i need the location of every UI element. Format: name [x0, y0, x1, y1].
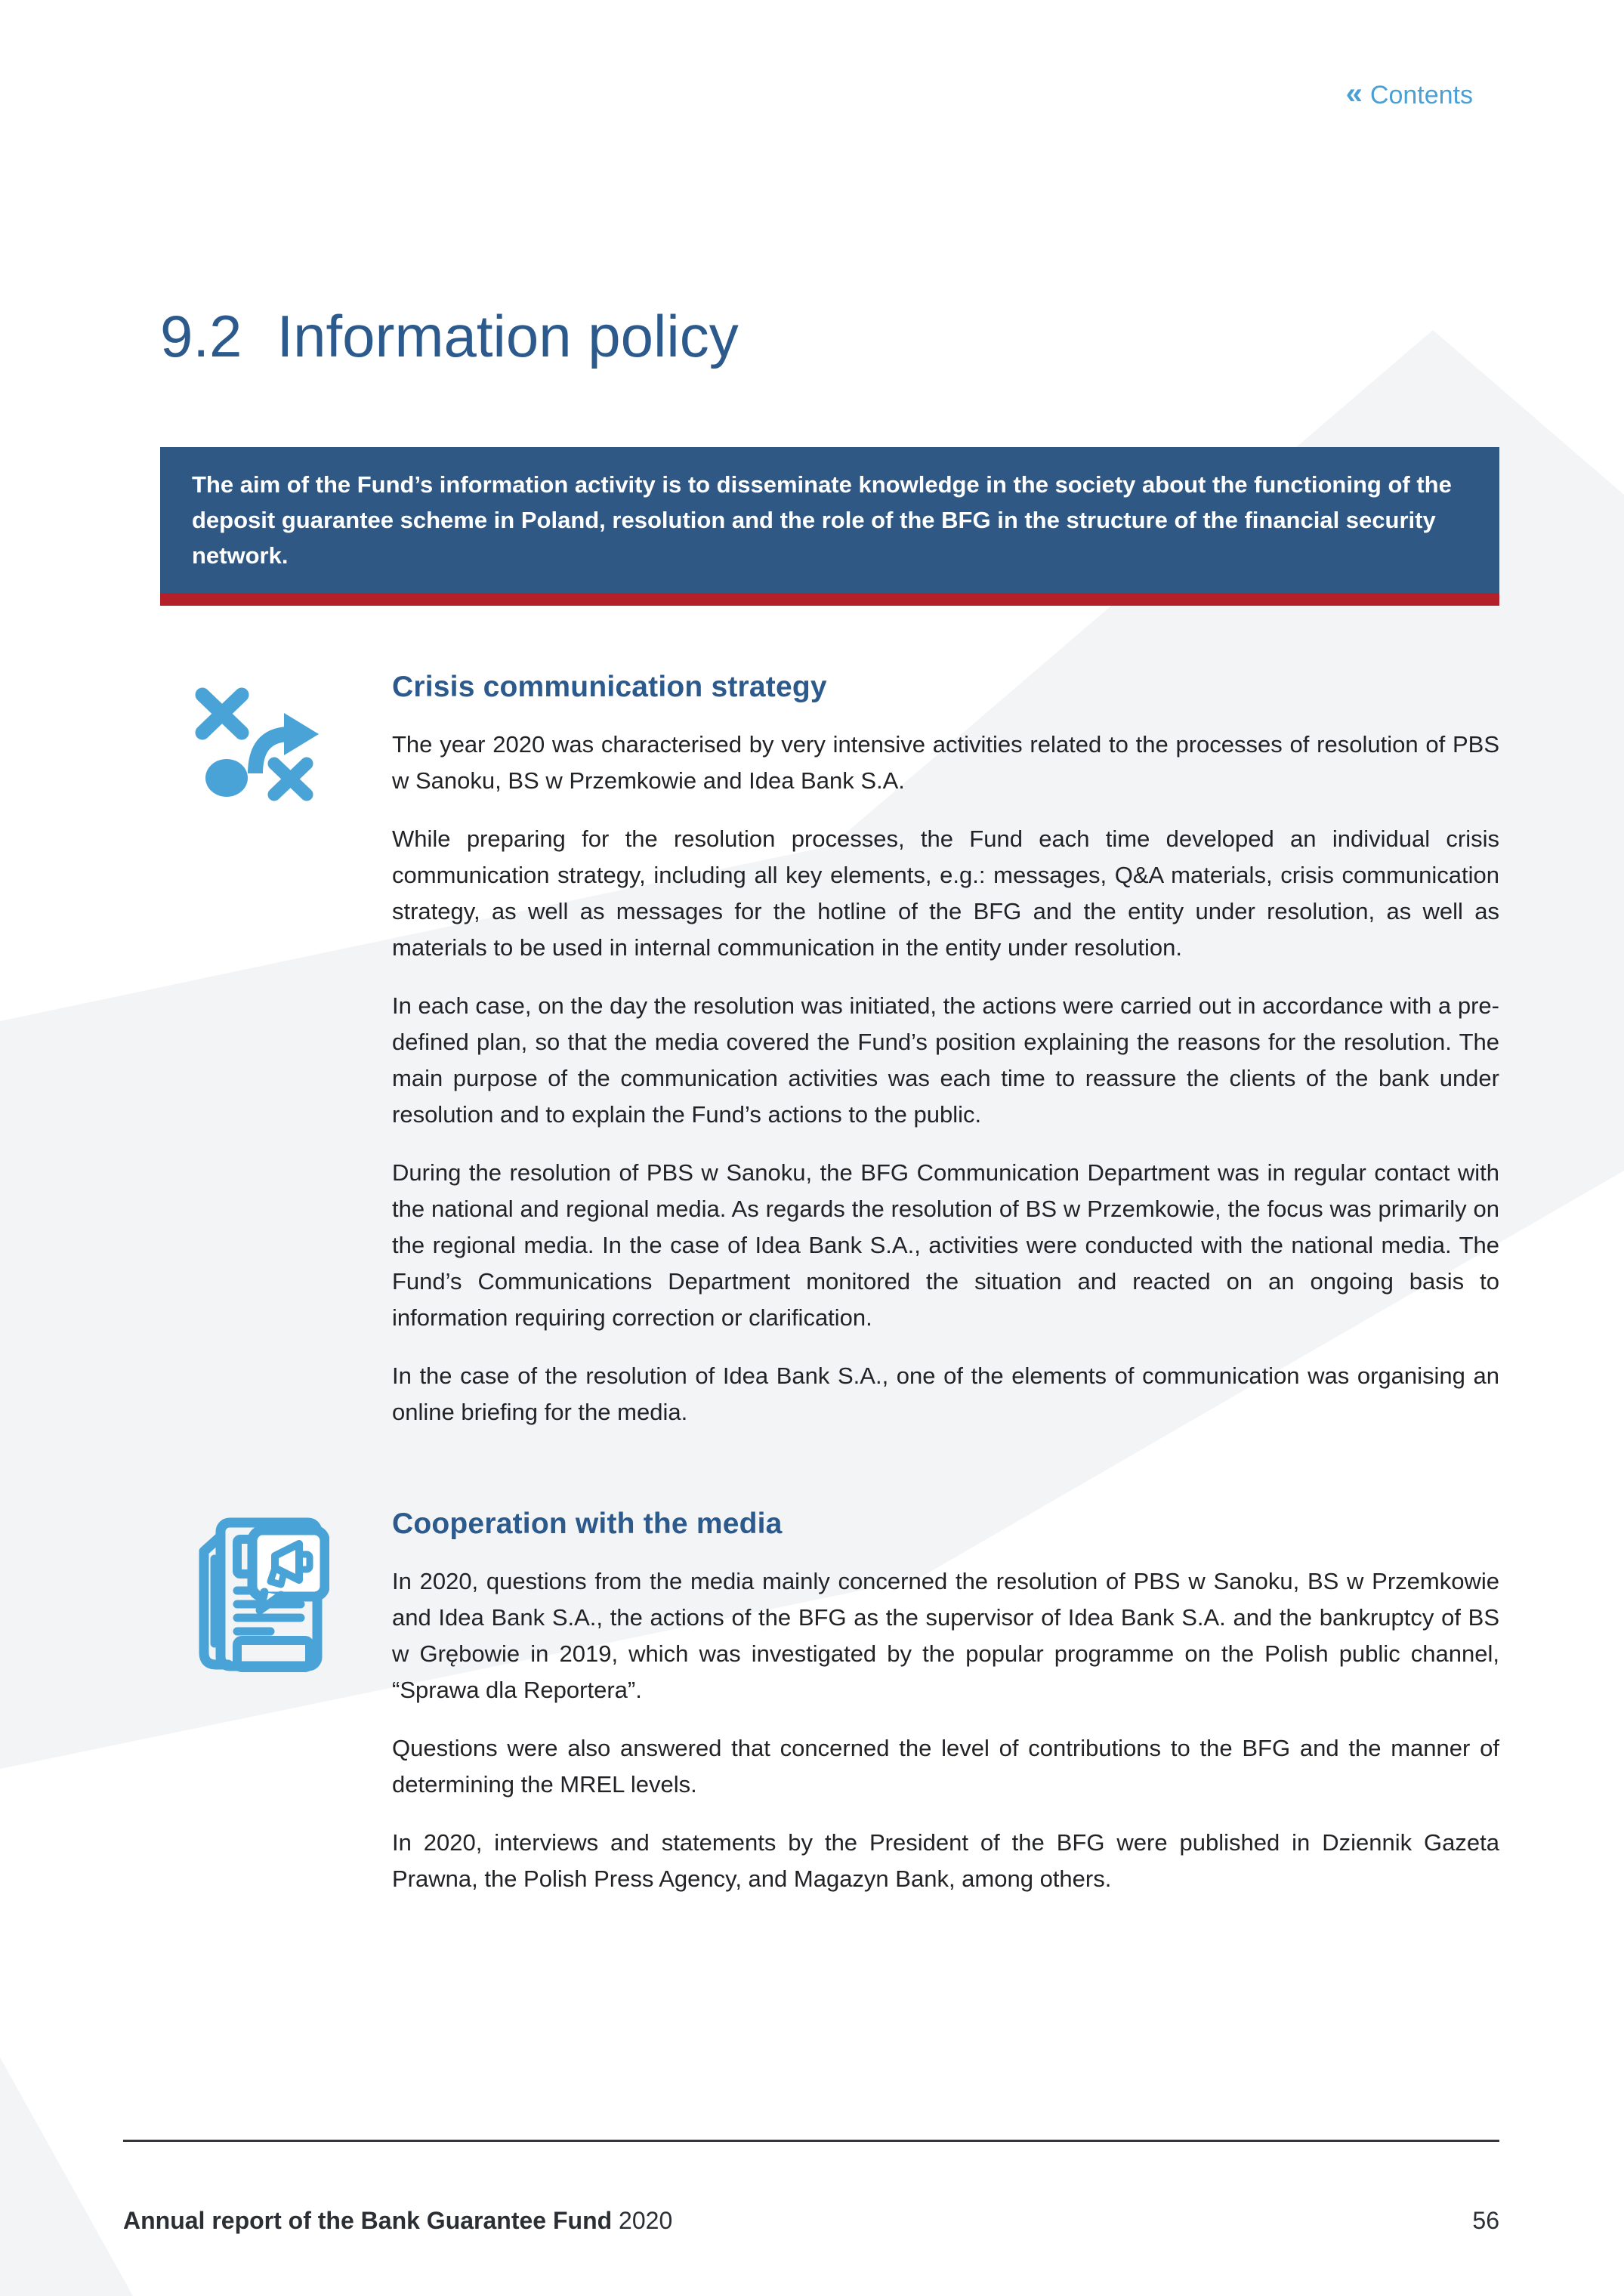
section-media-body — [392, 1508, 1499, 1897]
paragraph: While preparing for the resolution processes, the Fund each time developed an individual crisis communication strategy, including all key elements, e.g.: messages, Q&A materials, crisis communication strategy, as well as messages for the hotline of the BFG and the entity under resolution, as well as materials to be used in internal communication in the entity under resolution. — [392, 826, 1499, 961]
section-heading-crisis: Crisis communication strategy — [392, 671, 827, 703]
contents-link-label: Contents — [1369, 80, 1473, 110]
paragraph: The year 2020 was characterised by very intensive activities related to the processes of resolution of PBS w Sanoku, BS w Przemkowie and Idea Bank S.A. — [392, 731, 1499, 794]
section-crisis-communication — [160, 671, 1499, 1430]
paragraph: Questions were also answered that concerned the level of contributions to the BFG and the manner of determining the MREL levels. — [392, 1735, 1499, 1798]
highlight-banner — [160, 447, 1499, 606]
newspaper-megaphone-icon — [180, 1503, 329, 1682]
section-heading-media: Cooperation with the media — [392, 1508, 783, 1540]
footer-report-title-bold: Annual report of the Bank Guarantee Fund — [123, 2207, 613, 2234]
paragraph: During the resolution of PBS w Sanoku, the BFG Communication Department was in regular contact with the national and regional media. As regards the resolution of BS w Przemkowie, the focus was primarily on the regional media. In the case of Idea Bank S.A., activities were conducted with the national media. The Fund’s Communications Department monitored the situation and reacted on an ongoing basis to information requiring correction or clarification. — [392, 1159, 1499, 1331]
footer-report-year: 2020 — [619, 2207, 673, 2234]
footer-divider — [123, 2140, 1499, 2142]
contents-link[interactable] — [1345, 77, 1473, 110]
footer — [123, 2207, 1499, 2235]
section-crisis-body — [392, 671, 1499, 1430]
section-media-cooperation — [160, 1508, 1499, 1897]
footer-page-number: 56 — [1472, 2207, 1499, 2234]
double-chevron-left-icon: « — [1345, 77, 1363, 110]
paragraph: In the case of the resolution of Idea Bank S.A., one of the elements of communication was organising an online briefing for the media. — [392, 1362, 1499, 1425]
strategy-icon — [180, 674, 320, 810]
paragraph: In each case, on the day the resolution was initiated, the actions were carried out in accordance with a pre-defined plan, so that the media covered the Fund’s position explaining the reasons for the resolution. The main purpose of the communication activities was each time to reassure the clients of the bank under resolution and to explain the Fund’s actions to the public. — [392, 992, 1499, 1128]
paragraph: In 2020, questions from the media mainly concerned the resolution of PBS w Sanoku, BS w Przemkowie and Idea Bank S.A., the actions of the BFG as the supervisor of Idea Bank S.A. and the bankruptcy of BS w Grębowie in 2019, which was investigated by the popular programme on the Polish public channel, “Sprawa dla Reportera”. — [392, 1568, 1499, 1703]
page-title — [160, 302, 739, 371]
banner-text: The aim of the Fund’s information activity is to disseminate knowledge in the society about the functioning of the deposit guarantee scheme in Poland, resolution and the role of the BFG in the structure of the financial security network. — [192, 471, 1452, 569]
section-title-text: Information policy — [276, 303, 739, 369]
paragraph: In 2020, interviews and statements by the President of the BFG were published in Dziennik Gazeta Prawna, the Polish Press Agency, and Magazyn Bank, among others. — [392, 1829, 1499, 1892]
section-number: 9.2 — [160, 303, 242, 369]
footer-report-title — [123, 2207, 672, 2235]
